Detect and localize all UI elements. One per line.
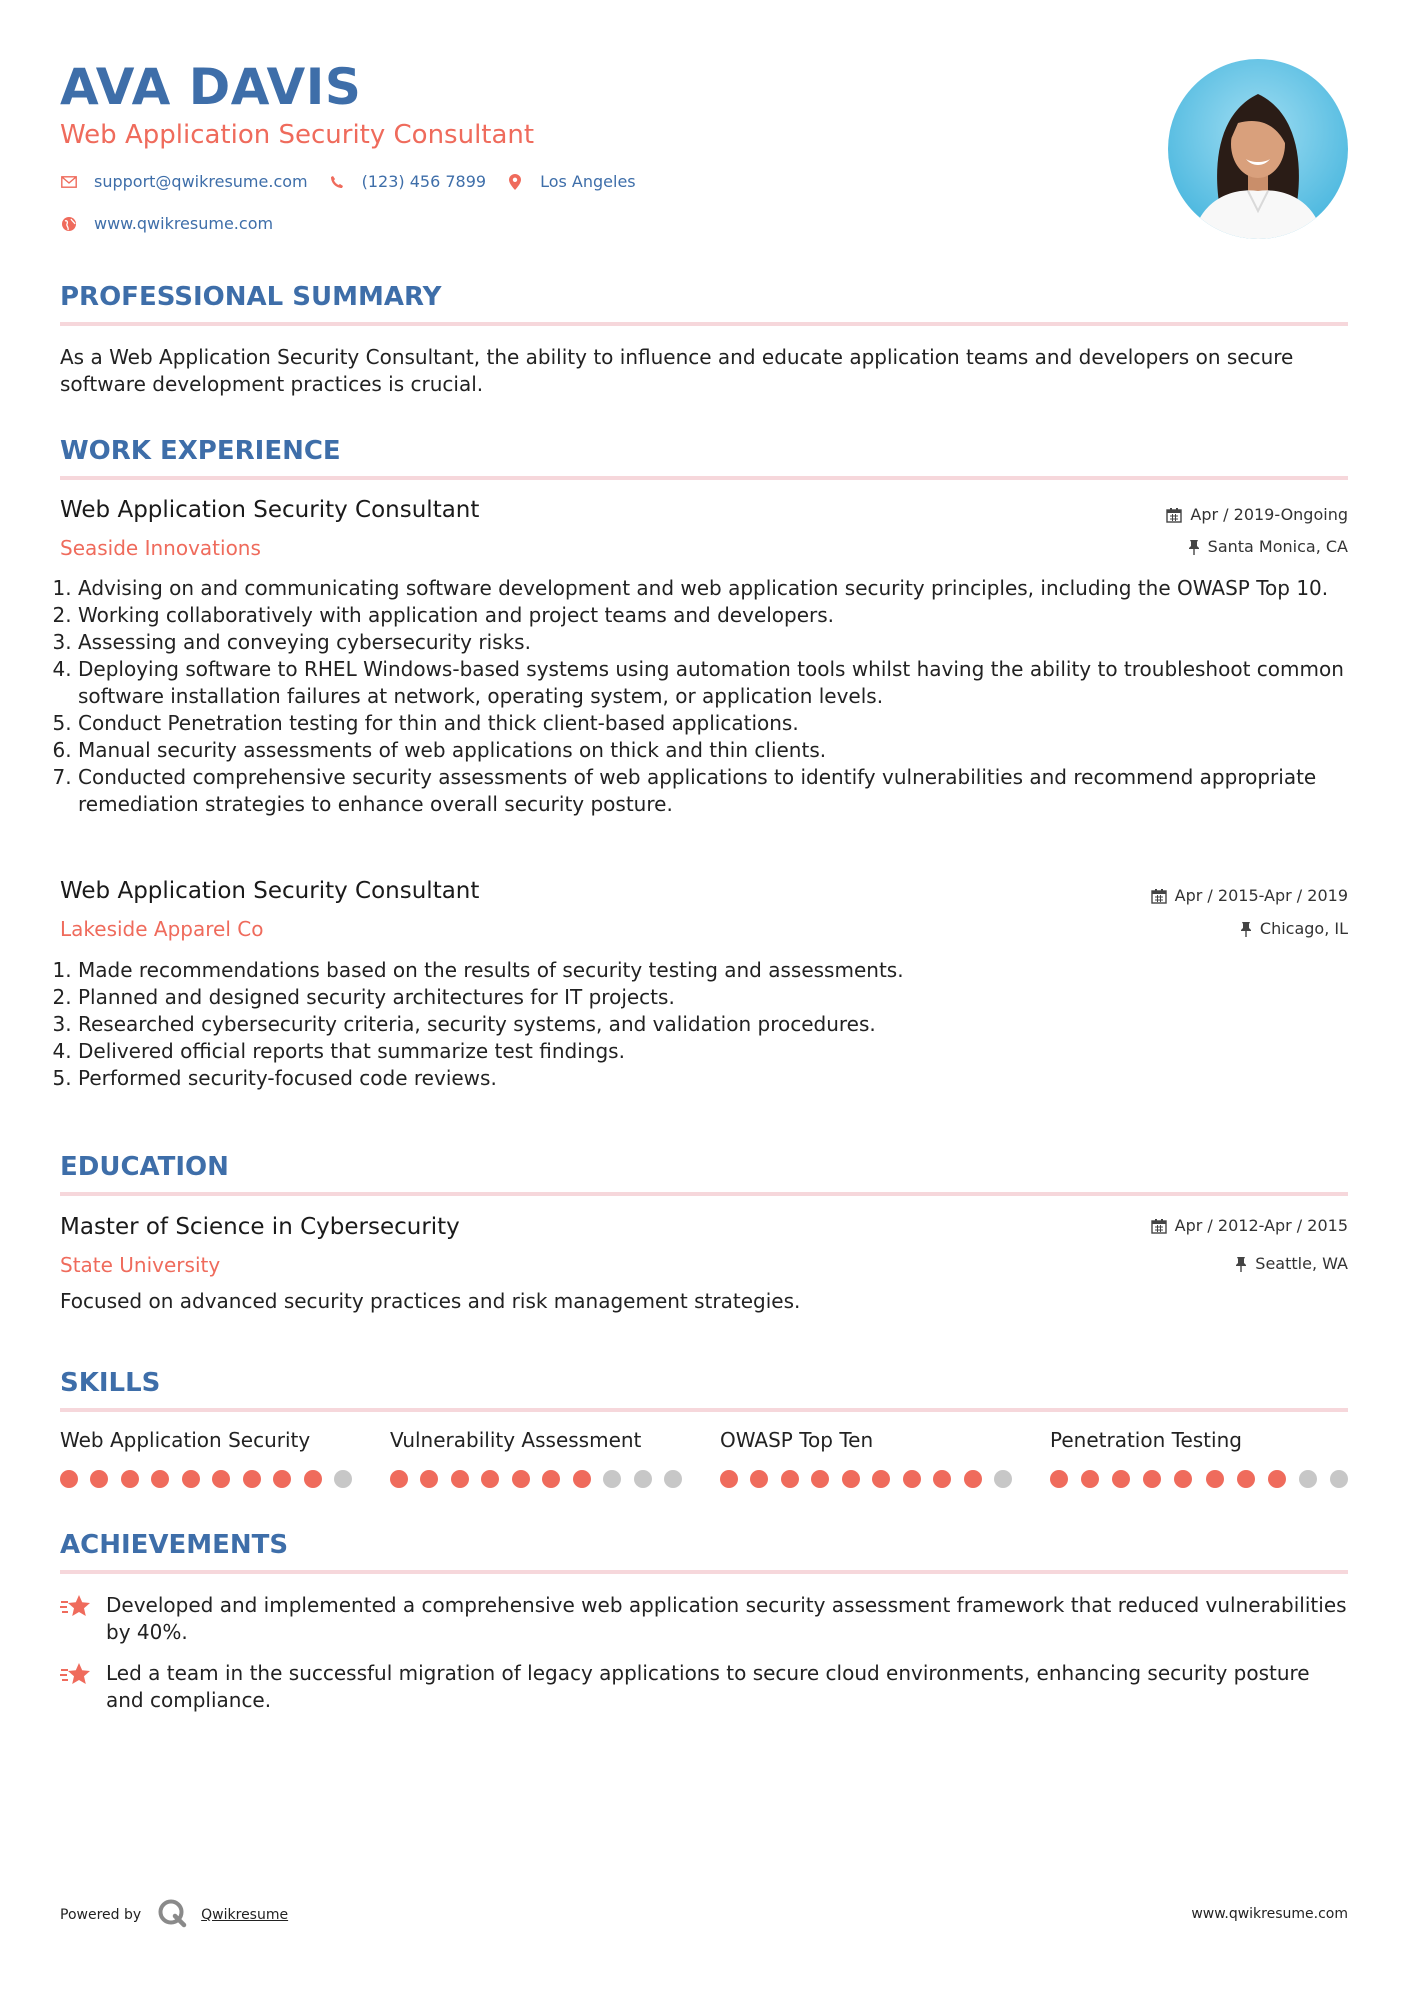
phone-text: (123) 456 7899 xyxy=(361,172,487,191)
job-dates-text: Apr / 2015-Apr / 2019 xyxy=(1174,886,1348,905)
section-divider xyxy=(60,322,1348,326)
job-location-text: Chicago, IL xyxy=(1259,919,1348,938)
achievement-item xyxy=(60,1592,1348,1646)
rating-dot-filled xyxy=(872,1470,890,1488)
section-divider xyxy=(60,1192,1348,1196)
rating-dot-filled xyxy=(121,1470,139,1488)
education-heading: EDUCATION xyxy=(60,1152,229,1182)
rating-dot-filled xyxy=(1268,1470,1286,1488)
skill-name: Web Application Security xyxy=(60,1428,311,1452)
degree-title: Master of Science in Cybersecurity xyxy=(60,1214,460,1240)
list-item: 3. Assessing and conveying cybersecurity risks. xyxy=(78,629,1348,656)
rating-dot-filled xyxy=(390,1470,408,1488)
rating-dot-filled xyxy=(481,1470,499,1488)
calendar-icon xyxy=(1151,1218,1167,1234)
star-icon xyxy=(60,1662,92,1692)
footer-website[interactable]: www.qwikresume.com xyxy=(1191,1906,1348,1922)
job-responsibilities xyxy=(60,575,1348,818)
rating-dot-filled xyxy=(212,1470,230,1488)
job-responsibilities xyxy=(60,957,1348,1092)
list-item: 1. Made recommendations based on the results of security testing and assessments. xyxy=(78,957,1348,984)
education-location-text: Seattle, WA xyxy=(1255,1254,1348,1273)
list-item: 2. Planned and designed security architectures for IT projects. xyxy=(78,984,1348,1011)
skills-heading: SKILLS xyxy=(60,1368,161,1398)
rating-dot-filled xyxy=(933,1470,951,1488)
rating-dot-filled xyxy=(512,1470,530,1488)
contact-email[interactable] xyxy=(60,172,308,191)
skill-rating xyxy=(1050,1470,1348,1488)
rating-dot-filled xyxy=(1081,1470,1099,1488)
job-title: Web Application Security Consultant xyxy=(60,497,480,523)
rating-dot-filled xyxy=(1206,1470,1224,1488)
rating-dot-empty xyxy=(634,1470,652,1488)
achievement-item xyxy=(60,1660,1348,1714)
calendar-icon xyxy=(1151,888,1167,904)
rating-dot-empty xyxy=(334,1470,352,1488)
job-dates xyxy=(1151,886,1348,905)
list-item: 2. Working collaboratively with application and project teams and developers. xyxy=(78,602,1348,629)
contact-row xyxy=(60,172,656,191)
skill-name: OWASP Top Ten xyxy=(720,1428,874,1452)
location-text: Los Angeles xyxy=(540,172,636,191)
rating-dot-filled xyxy=(304,1470,322,1488)
job-location-text: Santa Monica, CA xyxy=(1207,537,1348,556)
achievement-text: Led a team in the successful migration of legacy applications to secure cloud environments, enhancing security posture and compliance. xyxy=(106,1661,1310,1712)
education-description: Focused on advanced security practices and risk management strategies. xyxy=(60,1289,801,1313)
rating-dot-empty xyxy=(994,1470,1012,1488)
job-dates xyxy=(1166,505,1348,524)
rating-dot-empty xyxy=(1299,1470,1317,1488)
rating-dot-filled xyxy=(1143,1470,1161,1488)
summary-text: As a Web Application Security Consultant, the ability to influence and educate application teams and developers on secure software development practices is crucial. xyxy=(60,345,1294,396)
rating-dot-filled xyxy=(1237,1470,1255,1488)
rating-dot-filled xyxy=(60,1470,78,1488)
skill-name: Penetration Testing xyxy=(1050,1428,1242,1452)
rating-dot-filled xyxy=(273,1470,291,1488)
rating-dot-filled xyxy=(151,1470,169,1488)
rating-dot-filled xyxy=(903,1470,921,1488)
resume-page xyxy=(60,0,1348,1990)
skill-item xyxy=(60,1428,352,1488)
list-item: 5. Performed security-focused code reviews. xyxy=(78,1065,1348,1092)
rating-dot-filled xyxy=(811,1470,829,1488)
job-location xyxy=(1188,537,1348,556)
globe-icon xyxy=(60,215,78,233)
list-item: 3. Researched cybersecurity criteria, security systems, and validation procedures. xyxy=(78,1011,1348,1038)
rating-dot-filled xyxy=(243,1470,261,1488)
qwikresume-link[interactable]: Qwikresume xyxy=(201,1907,289,1923)
achievement-text: Developed and implemented a comprehensive web application security assessment framework that reduced vulnerabilities by 40%. xyxy=(106,1593,1347,1644)
education-dates-text: Apr / 2012-Apr / 2015 xyxy=(1174,1216,1348,1235)
rating-dot-filled xyxy=(1050,1470,1068,1488)
map-pin-icon xyxy=(506,173,524,191)
contact-row-website xyxy=(60,214,293,233)
rating-dot-filled xyxy=(781,1470,799,1488)
contact-website[interactable] xyxy=(60,214,273,233)
rating-dot-filled xyxy=(1112,1470,1130,1488)
skill-rating xyxy=(390,1470,682,1488)
list-item: 1. Advising on and communicating software development and web application security principles, including the OWASP Top 10. xyxy=(78,575,1348,602)
list-item: 7. Conducted comprehensive security assessments of web applications to identify vulnerabilities and recommend appropriate remediation strategies to enhance overall security posture. xyxy=(78,764,1348,818)
job-location xyxy=(1240,919,1348,938)
website-text: www.qwikresume.com xyxy=(94,214,274,233)
profile-photo xyxy=(1168,59,1348,239)
star-icon xyxy=(60,1594,92,1624)
job-title: Web Application Security Consultant xyxy=(60,878,480,904)
skill-rating xyxy=(720,1470,1012,1488)
qwikresume-logo-icon xyxy=(157,1898,187,1932)
powered-by-label: Powered by xyxy=(60,1907,142,1923)
skill-rating xyxy=(60,1470,352,1488)
list-item: 4. Deploying software to RHEL Windows-based systems using automation tools whilst having the ability to troubleshoot common software installation failures at network, operating system, or application levels. xyxy=(78,656,1348,710)
rating-dot-filled xyxy=(451,1470,469,1488)
education-location xyxy=(1235,1254,1348,1273)
rating-dot-filled xyxy=(90,1470,108,1488)
summary-heading: PROFESSIONAL SUMMARY xyxy=(60,282,442,312)
pushpin-icon xyxy=(1235,1256,1247,1272)
achievements-heading: ACHIEVEMENTS xyxy=(60,1530,289,1560)
education-dates xyxy=(1151,1216,1348,1235)
school-name: State University xyxy=(60,1253,221,1277)
skill-item xyxy=(720,1428,1012,1488)
envelope-icon xyxy=(60,173,78,191)
phone-icon xyxy=(328,173,346,191)
rating-dot-filled xyxy=(182,1470,200,1488)
rating-dot-filled xyxy=(720,1470,738,1488)
contact-phone[interactable] xyxy=(328,172,486,191)
rating-dot-filled xyxy=(542,1470,560,1488)
skill-item xyxy=(390,1428,682,1488)
skill-name: Vulnerability Assessment xyxy=(390,1428,642,1452)
rating-dot-filled xyxy=(1174,1470,1192,1488)
rating-dot-filled xyxy=(573,1470,591,1488)
section-divider xyxy=(60,476,1348,480)
pushpin-icon xyxy=(1188,539,1200,555)
job-company: Lakeside Apparel Co xyxy=(60,917,264,941)
experience-heading: WORK EXPERIENCE xyxy=(60,436,341,466)
list-item: 6. Manual security assessments of web applications on thick and thin clients. xyxy=(78,737,1348,764)
calendar-icon xyxy=(1166,507,1182,523)
candidate-title: Web Application Security Consultant xyxy=(60,120,535,150)
contact-location xyxy=(506,172,636,191)
footer-powered-by xyxy=(60,1898,288,1932)
rating-dot-empty xyxy=(1330,1470,1348,1488)
section-divider xyxy=(60,1570,1348,1574)
rating-dot-filled xyxy=(420,1470,438,1488)
rating-dot-filled xyxy=(964,1470,982,1488)
rating-dot-filled xyxy=(842,1470,860,1488)
section-divider xyxy=(60,1408,1348,1412)
pushpin-icon xyxy=(1240,921,1252,937)
list-item: 4. Delivered official reports that summarize test findings. xyxy=(78,1038,1348,1065)
rating-dot-empty xyxy=(664,1470,682,1488)
skill-item xyxy=(1050,1428,1348,1488)
rating-dot-empty xyxy=(603,1470,621,1488)
rating-dot-filled xyxy=(750,1470,768,1488)
job-company: Seaside Innovations xyxy=(60,536,261,560)
list-item: 5. Conduct Penetration testing for thin and thick client-based applications. xyxy=(78,710,1348,737)
email-text: support@qwikresume.com xyxy=(94,172,308,191)
job-dates-text: Apr / 2019-Ongoing xyxy=(1190,505,1348,524)
candidate-name: AVA DAVIS xyxy=(60,58,362,116)
